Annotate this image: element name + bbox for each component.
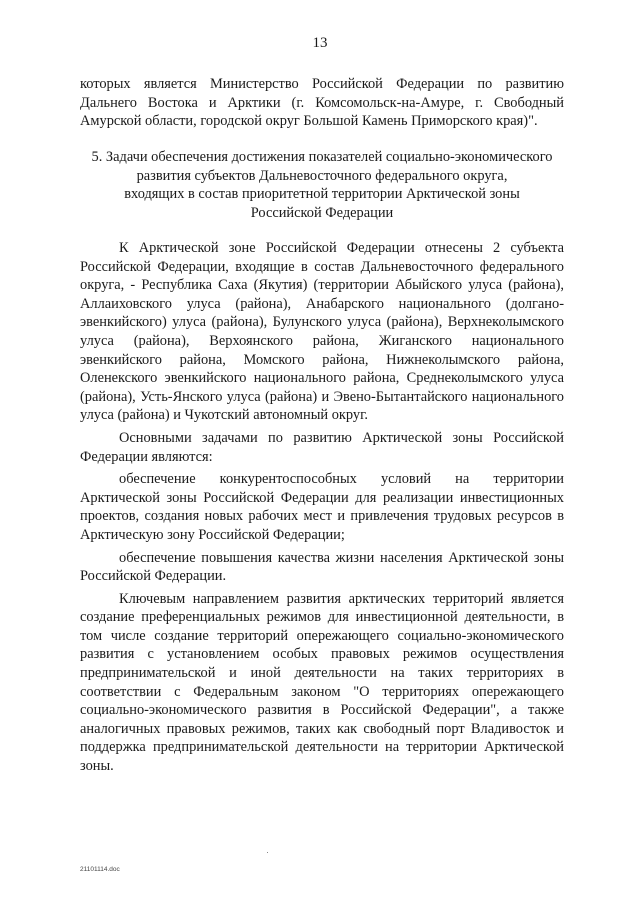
body-paragraph: обеспечение повышения качества жизни населения Арктической зоны Российской Федерации. bbox=[80, 549, 564, 585]
file-code: 21101114.doc bbox=[80, 866, 120, 873]
page-number: 13 bbox=[312, 35, 328, 51]
scan-speck bbox=[267, 852, 268, 853]
intro-paragraph: которых является Министерство Российской Федерации по развитию Дальнего Востока и Арктики (г. Комсомольск-на-Амуре, г. Свободный Амурской области, городской округ Большой Камень Приморского края)". bbox=[80, 76, 564, 130]
body-paragraph: Основными задачами по развитию Арктической зоны Российской Федерации являются: bbox=[80, 429, 564, 465]
body-paragraph: К Арктической зоне Российской Федерации отнесены 2 субъекта Российской Федерации, входящие в состав Дальневосточного федерального округа, - Республика Саха (Якутия) (территории Абыйского улуса (района), Аллаиховского улуса (района), Анабарского национального (долгано-эвенкийского) улуса (района), Булунского улуса (района), Верхнеколымского улуса (района), Верхоянского района, Жиганского национального эвенкийского района, Момского района, Нижнеколымского района, Оленекского эвенкийского национального района, Среднеколымского улуса (района), Усть-Янского улуса (района) и Эвено-Бытантайского национального улуса (района) и Чукотский автономный округ. bbox=[80, 240, 564, 424]
body-paragraph: обеспечение конкурентоспособных условий на территории Арктической зоны Российской Федерации для реализации инвестиционных проектов, создания новых рабочих мест и привлечения трудовых ресурсов в Арктическую зону Российской Федерации; bbox=[80, 471, 564, 543]
section-heading-line: развития субъектов Дальневосточного федерального округа, bbox=[136, 167, 508, 184]
section-body bbox=[80, 239, 564, 776]
section-heading bbox=[80, 148, 564, 222]
intro-paragraph-block bbox=[80, 75, 564, 131]
body-paragraph: Ключевым направлением развития арктических территорий является создание преференциальных режимов для инвестиционной деятельности, в том числе создание территорий опережающего социально-экономического развития с установлением особых правовых режимов осуществления предпринимательской и иной деятельности на таких территориях в соответствии с Федеральным законом "О территориях опережающего социально-экономического развития в Российской Федерации", а также аналогичных правовых режимов, таких как свободный порт Владивосток и поддержка предпринимательской деятельности на территории Арктической зоны. bbox=[80, 590, 564, 775]
section-heading-line: 5. Задачи обеспечения достижения показателей социально-экономического bbox=[91, 149, 553, 165]
section-heading-line: входящих в состав приоритетной территории Арктической зоны bbox=[124, 186, 520, 203]
section-heading-line: Российской Федерации bbox=[250, 204, 394, 221]
